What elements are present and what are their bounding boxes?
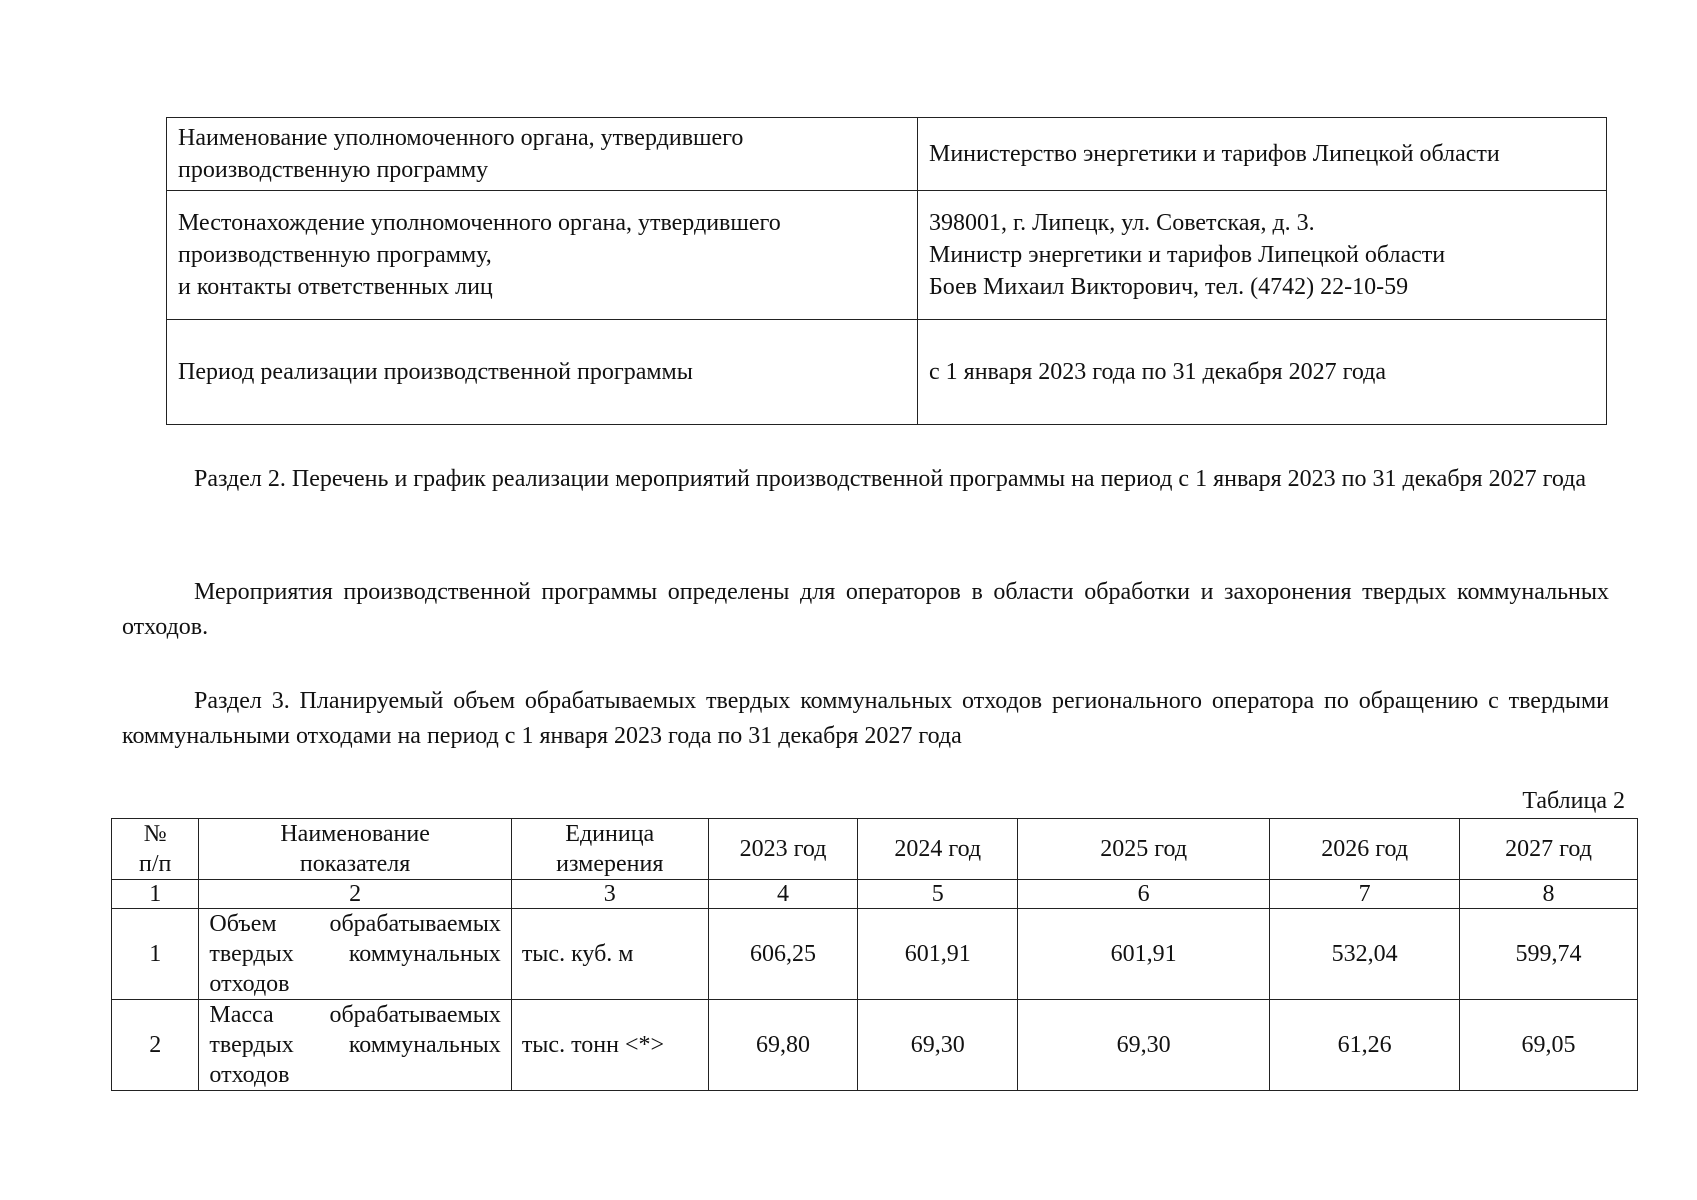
column-number: 2	[199, 880, 511, 909]
row-number: 1	[112, 909, 199, 1000]
info-row-period	[167, 320, 1607, 425]
label-line: Местонахождение уполномоченного органа, утвердившего	[178, 210, 781, 236]
header-line: измерения	[556, 851, 664, 877]
value-2025: 69,30	[1018, 1000, 1270, 1091]
value-2024: 601,91	[858, 909, 1018, 1000]
column-number: 4	[708, 880, 858, 909]
column-number: 8	[1460, 880, 1638, 909]
value-2026: 532,04	[1270, 909, 1460, 1000]
header-2025: 2025 год	[1018, 819, 1270, 880]
column-number: 7	[1270, 880, 1460, 909]
value-2023: 69,80	[708, 1000, 858, 1091]
header-line: показателя	[299, 851, 411, 877]
table-row	[112, 909, 1638, 1000]
value-2026: 61,26	[1270, 1000, 1460, 1091]
info-row-authority	[167, 118, 1607, 191]
header-num	[112, 819, 199, 880]
value-2027: 69,05	[1460, 1000, 1638, 1091]
info-value-authority	[918, 118, 1607, 191]
info-label-location	[167, 191, 918, 320]
info-row-location	[167, 191, 1607, 320]
header-name	[199, 819, 511, 880]
indicator-unit: тыс. тонн <*>	[511, 1000, 708, 1091]
table-header-row	[112, 819, 1638, 880]
header-line: Наименование	[280, 821, 430, 847]
column-number: 6	[1018, 880, 1270, 909]
label-line: производственную программу,	[178, 242, 492, 268]
header-2026: 2026 год	[1270, 819, 1460, 880]
indicator-name: Объем обрабатываемых твердых коммунальных отходов	[199, 909, 511, 1000]
value-2023: 606,25	[708, 909, 858, 1000]
info-label-period	[167, 320, 918, 425]
header-2027: 2027 год	[1460, 819, 1638, 880]
info-value-location	[918, 191, 1607, 320]
waste-volume-table	[111, 818, 1638, 1091]
label-line: Период реализации производственной программы	[178, 359, 693, 385]
header-line: №	[143, 821, 167, 847]
indicator-name: Масса обрабатываемых твердых коммунальных отходов	[199, 1000, 511, 1091]
value-line: Боев Михаил Викторович, тел. (4742) 22-10-59	[929, 274, 1409, 300]
header-line: п/п	[139, 851, 172, 877]
column-number: 1	[112, 880, 199, 909]
indicator-unit: тыс. куб. м	[511, 909, 708, 1000]
column-number-row	[112, 880, 1638, 909]
value-2024: 69,30	[858, 1000, 1018, 1091]
header-2024: 2024 год	[858, 819, 1018, 880]
table-row	[112, 1000, 1638, 1091]
table-caption: Таблица 2	[1522, 788, 1625, 814]
value-line: Министр энергетики и тарифов Липецкой области	[929, 242, 1446, 268]
info-value-period	[918, 320, 1607, 425]
info-label-authority	[167, 118, 918, 191]
section2-paragraph: Мероприятия производственной программы определены для операторов в области обработки и захоронения твердых коммунальных отходов.	[122, 579, 1609, 640]
row-number: 2	[112, 1000, 199, 1091]
value-line: с 1 января 2023 года по 31 декабря 2027 года	[929, 359, 1386, 385]
section3-heading: Раздел 3. Планируемый объем обрабатываемых твердых коммунальных отходов регионального оператора по обращению с твердыми коммунальными отходами на период с 1 января 2023 года по 31 декабря 2027 года	[122, 688, 1609, 749]
label-line: производственную программу	[178, 157, 489, 183]
value-line: Министерство энергетики и тарифов Липецкой области	[929, 141, 1500, 167]
column-number: 3	[511, 880, 708, 909]
header-line: Единица	[565, 821, 655, 847]
column-number: 5	[858, 880, 1018, 909]
label-line: Наименование уполномоченного органа, утвердившего	[178, 125, 744, 151]
value-2025: 601,91	[1018, 909, 1270, 1000]
section2-heading: Раздел 2. Перечень и график реализации мероприятий производственной программы на период с 1 января 2023 по 31 декабря 2027 года	[194, 466, 1586, 492]
header-unit	[511, 819, 708, 880]
value-2027: 599,74	[1460, 909, 1638, 1000]
label-line: и контакты ответственных лиц	[178, 274, 493, 300]
value-line: 398001, г. Липецк, ул. Советская, д. 3.	[929, 210, 1315, 236]
header-2023: 2023 год	[708, 819, 858, 880]
program-info-table	[166, 117, 1607, 425]
